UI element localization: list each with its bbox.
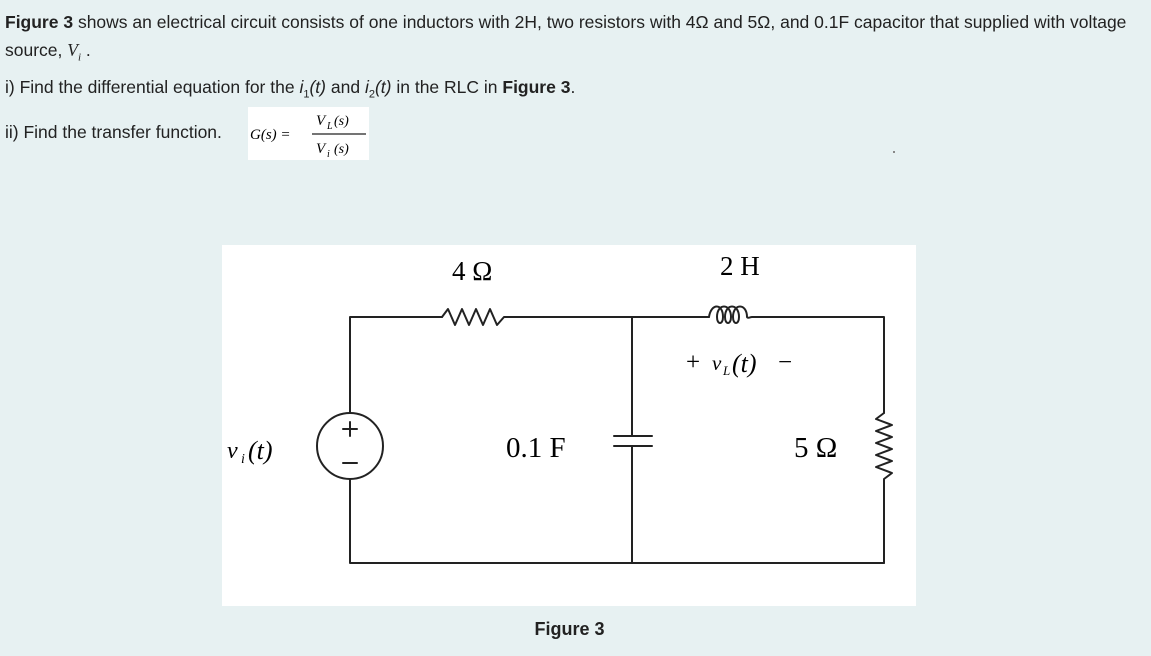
inductor-voltage-plus: + xyxy=(686,349,701,376)
inductor-voltage-sub: L xyxy=(723,363,731,378)
source-label-arg: (t) xyxy=(248,436,273,465)
source-label-sub: i xyxy=(241,452,245,467)
inductor-voltage-arg: (t) xyxy=(732,349,757,378)
question-part-2 xyxy=(5,118,222,146)
current-i1: $i_1(t)$ xyxy=(299,77,326,101)
equation-denominator-v: V xyxy=(316,141,326,157)
circuit-figure xyxy=(222,245,916,606)
inductor-label: 2 H xyxy=(720,251,760,281)
question-part-1 xyxy=(5,73,575,109)
source-label-v: v xyxy=(227,438,238,464)
figure-caption: Figure 3 xyxy=(534,619,605,639)
part1-and: and xyxy=(326,77,365,97)
inductor-voltage-v: v xyxy=(712,351,722,375)
source-variable: $V_i$ xyxy=(67,40,82,64)
transfer-function-equation xyxy=(248,107,369,160)
wire-top-middle xyxy=(544,317,632,321)
intro-text: shows an electrical circuit consists of one inductors with 2H, two resistors with 4Ω and 5Ω, and 0.1F capacitor that supplied with voltage source, xyxy=(5,12,1127,60)
question-intro xyxy=(5,8,1135,72)
current-i2: $i_2(t)$ xyxy=(364,77,392,101)
part1-mid: in the RLC in xyxy=(391,77,503,97)
equation-numerator-v: V xyxy=(316,113,326,129)
resistor1-label: 4 Ω xyxy=(452,256,493,286)
stray-dot xyxy=(893,151,895,153)
figure-reference: Figure 3 xyxy=(5,12,74,32)
intro-end: . xyxy=(81,40,91,60)
figure-reference: Figure 3 xyxy=(502,77,571,97)
inductor-voltage-minus: − xyxy=(778,349,793,376)
circuit-diagram xyxy=(222,245,916,606)
capacitor-label: 0.1 F xyxy=(506,432,566,464)
equation-numerator-sub: L xyxy=(327,121,333,132)
wire-left-top xyxy=(350,317,442,413)
equation-denominator-sub: i xyxy=(327,149,330,160)
wire-bottom xyxy=(350,479,884,563)
resistor-5-ohm xyxy=(876,413,892,563)
equation-numerator-arg: (s) xyxy=(334,114,349,129)
part2-text: ii) Find the transfer function. xyxy=(5,122,222,142)
equation-denominator-arg: (s) xyxy=(334,142,349,157)
equation-lhs: G(s) = xyxy=(250,127,291,143)
part1-end: . xyxy=(570,77,576,97)
part1-text: i) Find the differential equation for the xyxy=(5,77,300,97)
resistor2-label: 5 Ω xyxy=(794,432,838,464)
resistor-4-ohm xyxy=(442,309,544,325)
